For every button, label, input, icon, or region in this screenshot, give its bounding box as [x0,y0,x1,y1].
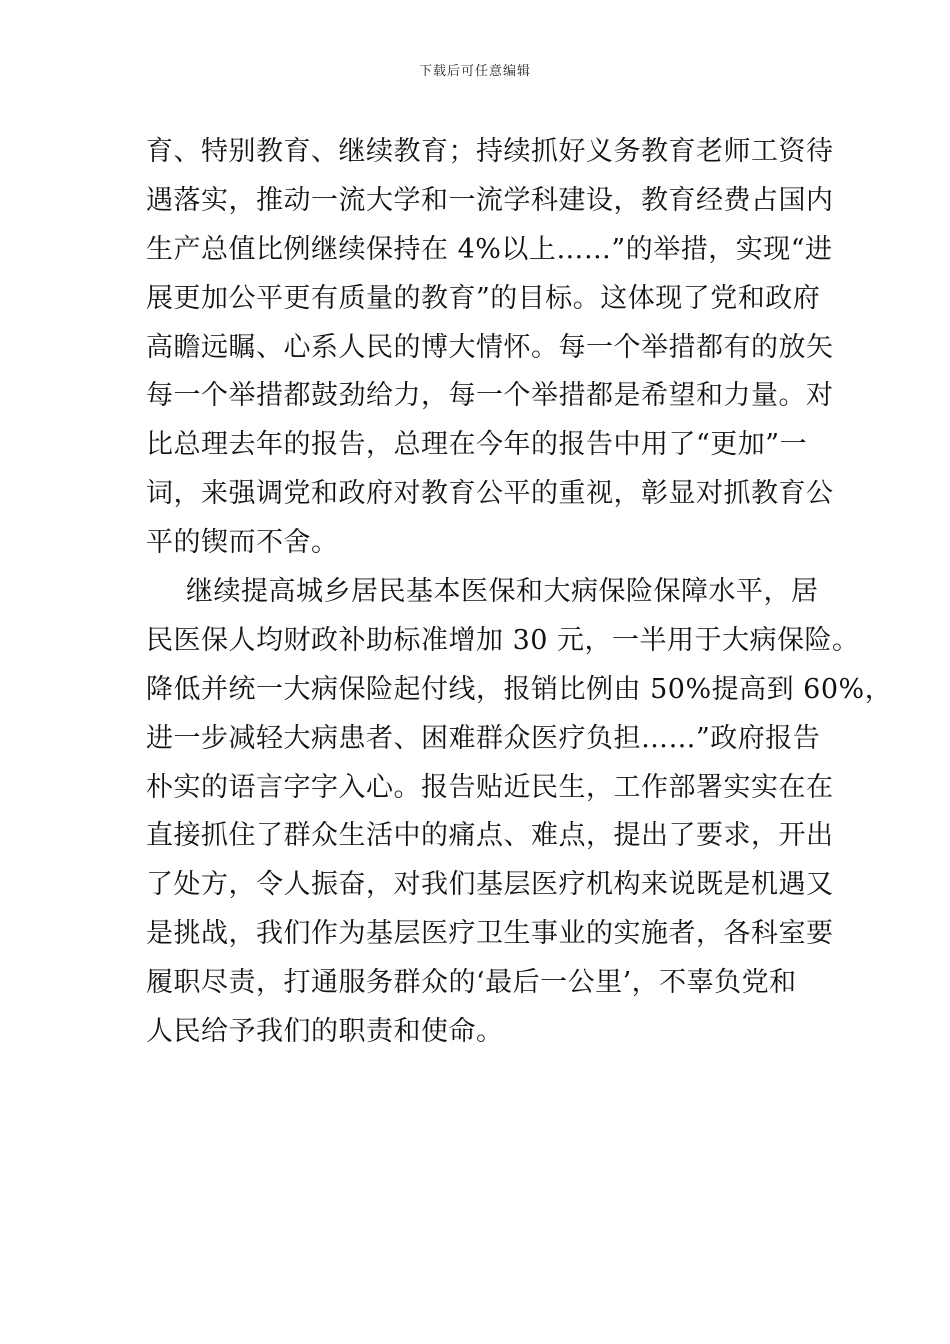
text-line: 民医保人均财政补助标准增加 30 元，一半用于大病保险。 [146,624,860,656]
text-line: 进一步减轻大病患者、困难群众医疗负担……”政府报告 [146,722,821,754]
text-line: 人民给予我们的职责和使命。 [146,1016,504,1048]
text-line: 是挑战，我们作为基层医疗卫生事业的实施者，各科室要 [146,918,834,950]
text-line: 每一个举措都鼓劲给力，每一个举措都是希望和力量。对 [146,380,834,412]
text-line: 朴实的语言字字入心。报告贴近民生，工作部署实实在在 [146,771,834,803]
text-line: 高瞻远瞩、心系人民的博大情怀。每一个举措都有的放矢 [146,331,834,363]
text-line: 生产总值比例继续保持在 4%以上……”的举措，实现“进 [146,233,833,265]
document-body [146,128,893,1057]
page-header: 下载后可任意编辑 [418,64,531,79]
text-line: 继续提高城乡居民基本医保和大病保险保障水平，居 [186,576,819,608]
text-line: 了处方，令人振奋，对我们基层医疗机构来说既是机遇又 [146,869,834,901]
text-line: 词，来强调党和政府对教育公平的重视，彰显对抓教育公 [146,478,834,510]
text-line: 直接抓住了群众生活中的痛点、难点，提出了要求，开出 [146,820,834,852]
paragraph-2 [146,568,893,1057]
text-line: 育、特别教育、继续教育；持续抓好义务教育老师工资待 [146,136,834,167]
text-line: 比总理去年的报告，总理在今年的报告中用了“更加”一 [146,429,808,461]
text-line: 展更加公平更有质量的教育”的目标。这体现了党和政府 [146,282,821,314]
text-line: 平的锲而不舍。 [146,527,339,559]
paragraph-1 [146,128,834,568]
text-line: 遇落实，推动一流大学和一流学科建设，教育经费占国内 [146,184,834,216]
text-line: 履职尽责，打通服务群众的‘最后一公里’，不辜负党和 [146,967,797,999]
text-line: 降低并统一大病保险起付线，报销比例由 50%提高到 60%， [146,673,893,705]
